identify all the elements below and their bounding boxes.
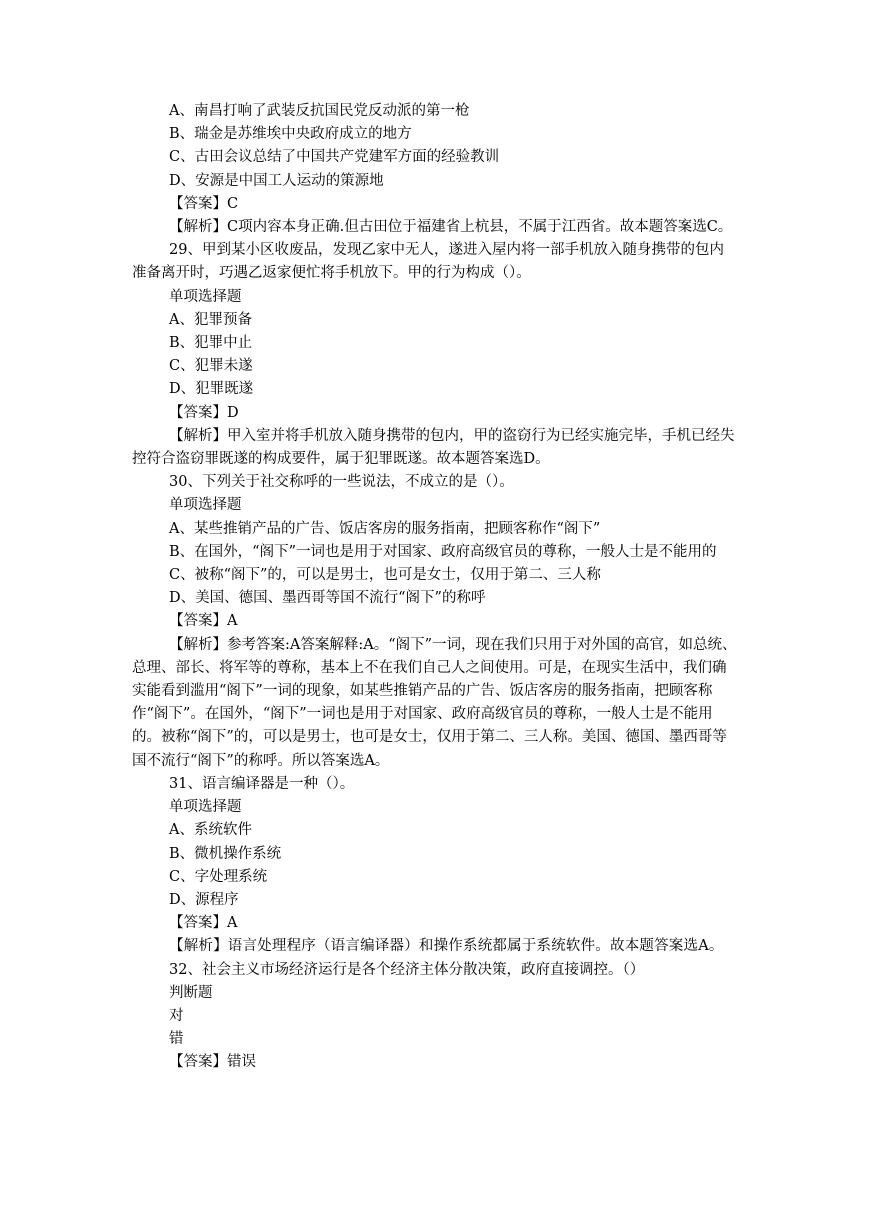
question-type: 单项选择题 <box>169 497 242 514</box>
question-paragraph: 31、语言编译器是一种（）。 <box>169 775 355 792</box>
answer-line: 【答案】A <box>169 915 238 932</box>
option-line: A、系统软件 <box>169 822 252 839</box>
answer-line: 【答案】C <box>169 195 239 212</box>
option-line: A、某些推销产品的广告、饭店客房的服务指南，把顾客称作“阁下” <box>169 520 601 537</box>
question-type: 单项选择题 <box>169 799 242 816</box>
option-line: D、犯罪既遂 <box>169 381 254 398</box>
answer-line: 【答案】错误 <box>169 1054 256 1071</box>
question-type: 判断题 <box>169 984 213 1001</box>
question-type: 单项选择题 <box>169 288 242 305</box>
option-line: B、瑞金是苏维埃中央政府成立的地方 <box>169 126 412 143</box>
option-line: C、古田会议总结了中国共产党建军方面的经验教训 <box>169 149 500 166</box>
answer-line: 【答案】A <box>169 613 238 630</box>
option-line: B、在国外，“阁下”一词也是用于对国家、政府高级官员的尊称，一般人士是不能用的 <box>169 543 717 560</box>
option-line: D、安源是中国工人运动的策源地 <box>169 172 384 189</box>
question-paragraph: 29、甲到某小区收废品，发现乙家中无人，遂进入屋内将一部手机放入随身携带的包内准备离开时，巧遇乙返家便忙将手机放下。甲的行为构成（）。 <box>132 242 724 282</box>
option-line: 对 <box>169 1007 184 1024</box>
option-line: B、微机操作系统 <box>169 845 282 862</box>
explanation-paragraph: 【解析】参考答案:A答案解释:A。“阁下”一词，现在我们只用于对外国的高官，如总统、总理、部长、将军等的尊称，基本上不在我们自己人之间使用。可是，在现实生活中，我们确实能看到滥用“阁下”一词的现象，如某些推销产品的广告、饭店客房的服务指南，把顾客称作“阁下”。在国外，“阁下”一词也是用于对国家、政府高级官员的尊称，一般人士是不能用的。被称“阁下”的，可以是男士，也可是女士，仅用于第二、三人称。美国、德国、墨西哥等国不流行“阁下”的称呼。所以答案选A。 <box>132 636 737 769</box>
option-line: C、被称“阁下”的，可以是男士，也可是女士，仅用于第二、三人称 <box>169 567 601 584</box>
option-line: D、源程序 <box>169 891 239 908</box>
explanation-paragraph: 【解析】C项内容本身正确.但古田位于福建省上杭县，不属于江西省。故本题答案选C。 <box>169 219 733 236</box>
option-line: D、美国、德国、墨西哥等国不流行“阁下”的称呼 <box>169 590 486 607</box>
question-paragraph: 32、社会主义市场经济运行是各个经济主体分散决策，政府直接调控。（） <box>169 961 645 978</box>
explanation-paragraph: 【解析】甲入室并将手机放入随身携带的包内，甲的盗窃行为已经实施完毕，手机已经失控符合盗窃罪既遂的构成要件，属于犯罪既遂。故本题答案选D。 <box>132 427 735 468</box>
option-line: C、犯罪未遂 <box>169 358 253 375</box>
explanation-paragraph: 【解析】语言处理程序（语言编译器）和操作系统都属于系统软件。故本题答案选A。 <box>169 938 724 955</box>
option-line: B、犯罪中止 <box>169 335 253 352</box>
document-body <box>132 100 738 1075</box>
option-line: A、南昌打响了武装反抗国民党反动派的第一枪 <box>169 103 470 119</box>
option-line: A、犯罪预备 <box>169 311 252 328</box>
question-paragraph: 30、下列关于社交称呼的一些说法，不成立的是（）。 <box>169 474 514 491</box>
answer-line: 【答案】D <box>169 404 239 421</box>
option-line: C、字处理系统 <box>169 868 268 885</box>
option-line: 错 <box>169 1031 184 1048</box>
